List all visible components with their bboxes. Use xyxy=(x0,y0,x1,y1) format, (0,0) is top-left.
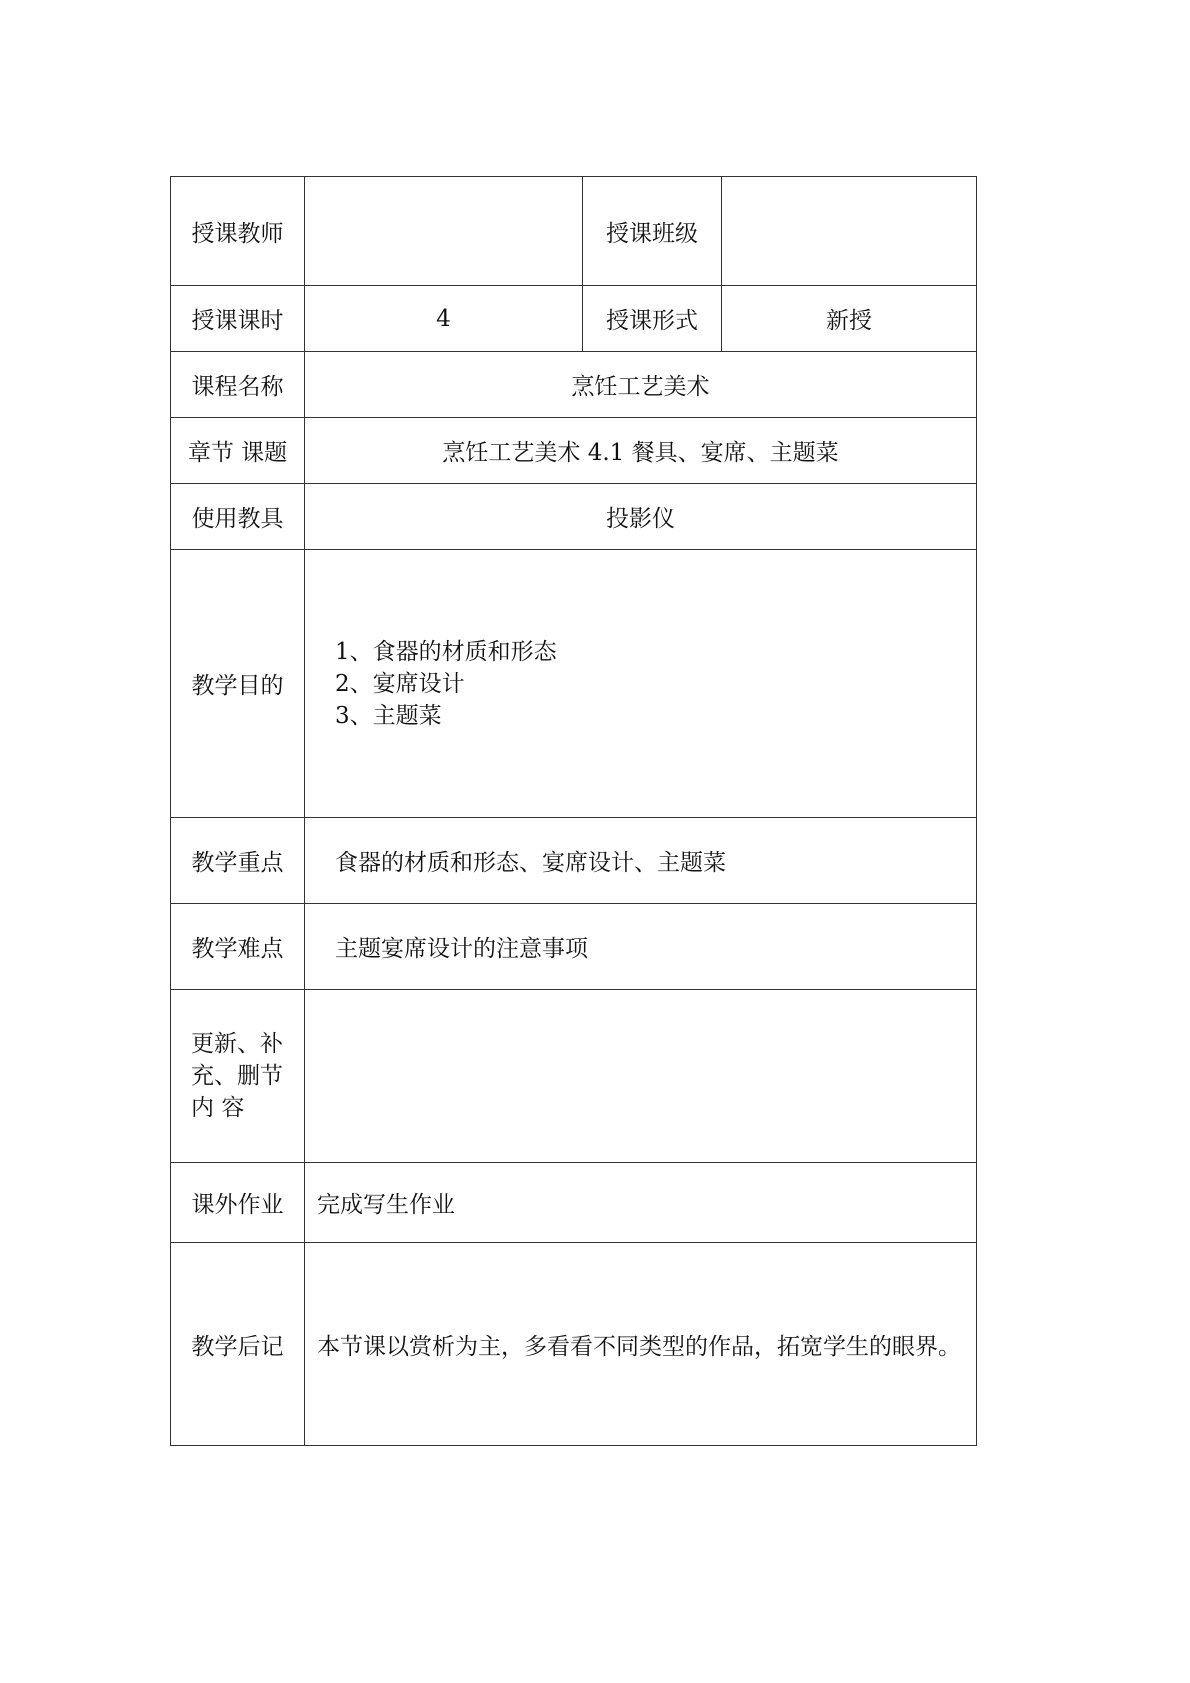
objectives-label: 教学目的 xyxy=(171,550,305,818)
objectives-cell xyxy=(305,550,977,818)
objective-item: 3、主题菜 xyxy=(335,702,442,729)
homework-label: 课外作业 xyxy=(171,1163,305,1243)
hours-value: 4 xyxy=(305,286,583,352)
row-homework xyxy=(171,1163,977,1243)
tools-label: 使用教具 xyxy=(171,484,305,550)
difficulties-value: 主题宴席设计的注意事项 xyxy=(305,904,977,990)
key-points-value: 食器的材质和形态、宴席设计、主题菜 xyxy=(305,818,977,904)
row-updates xyxy=(171,990,977,1163)
updates-label-line: 充、删节 xyxy=(191,1063,283,1089)
objective-item: 2、宴席设计 xyxy=(335,670,465,697)
updates-label-char: 内 xyxy=(191,1095,214,1121)
course-label: 课程名称 xyxy=(171,352,305,418)
teacher-value xyxy=(305,177,583,286)
row-teacher xyxy=(171,177,977,286)
row-difficulties xyxy=(171,904,977,990)
row-hours xyxy=(171,286,977,352)
teacher-label: 授课教师 xyxy=(171,177,305,286)
key-points-label: 教学重点 xyxy=(171,818,305,904)
row-key-points xyxy=(171,818,977,904)
row-tools xyxy=(171,484,977,550)
row-course xyxy=(171,352,977,418)
tools-value: 投影仪 xyxy=(305,484,977,550)
homework-value: 完成写生作业 xyxy=(305,1163,977,1243)
form-value: 新授 xyxy=(722,286,977,352)
course-value: 烹饪工艺美术 xyxy=(305,352,977,418)
class-value xyxy=(722,177,977,286)
difficulties-label: 教学难点 xyxy=(171,904,305,990)
reflection-value: 本节课以赏析为主，多看看不同类型的作品，拓宽学生的眼界。 xyxy=(305,1243,977,1446)
updates-value xyxy=(305,990,977,1163)
row-objectives xyxy=(171,550,977,818)
class-label: 授课班级 xyxy=(583,177,722,286)
updates-label-line xyxy=(191,1092,286,1124)
objectives-list xyxy=(335,636,976,732)
updates-label xyxy=(171,990,305,1163)
form-label: 授课形式 xyxy=(583,286,722,352)
hours-label: 授课课时 xyxy=(171,286,305,352)
row-chapter xyxy=(171,418,977,484)
lesson-plan-table xyxy=(170,176,977,1446)
updates-label-line: 更新、补 xyxy=(191,1031,283,1057)
chapter-value: 烹饪工艺美术 4.1 餐具、宴席、主题菜 xyxy=(305,418,977,484)
updates-label-char: 容 xyxy=(221,1095,245,1121)
reflection-label: 教学后记 xyxy=(171,1243,305,1446)
objective-item: 1、食器的材质和形态 xyxy=(335,638,557,665)
chapter-label: 章节 课题 xyxy=(171,418,305,484)
row-reflection xyxy=(171,1243,977,1446)
